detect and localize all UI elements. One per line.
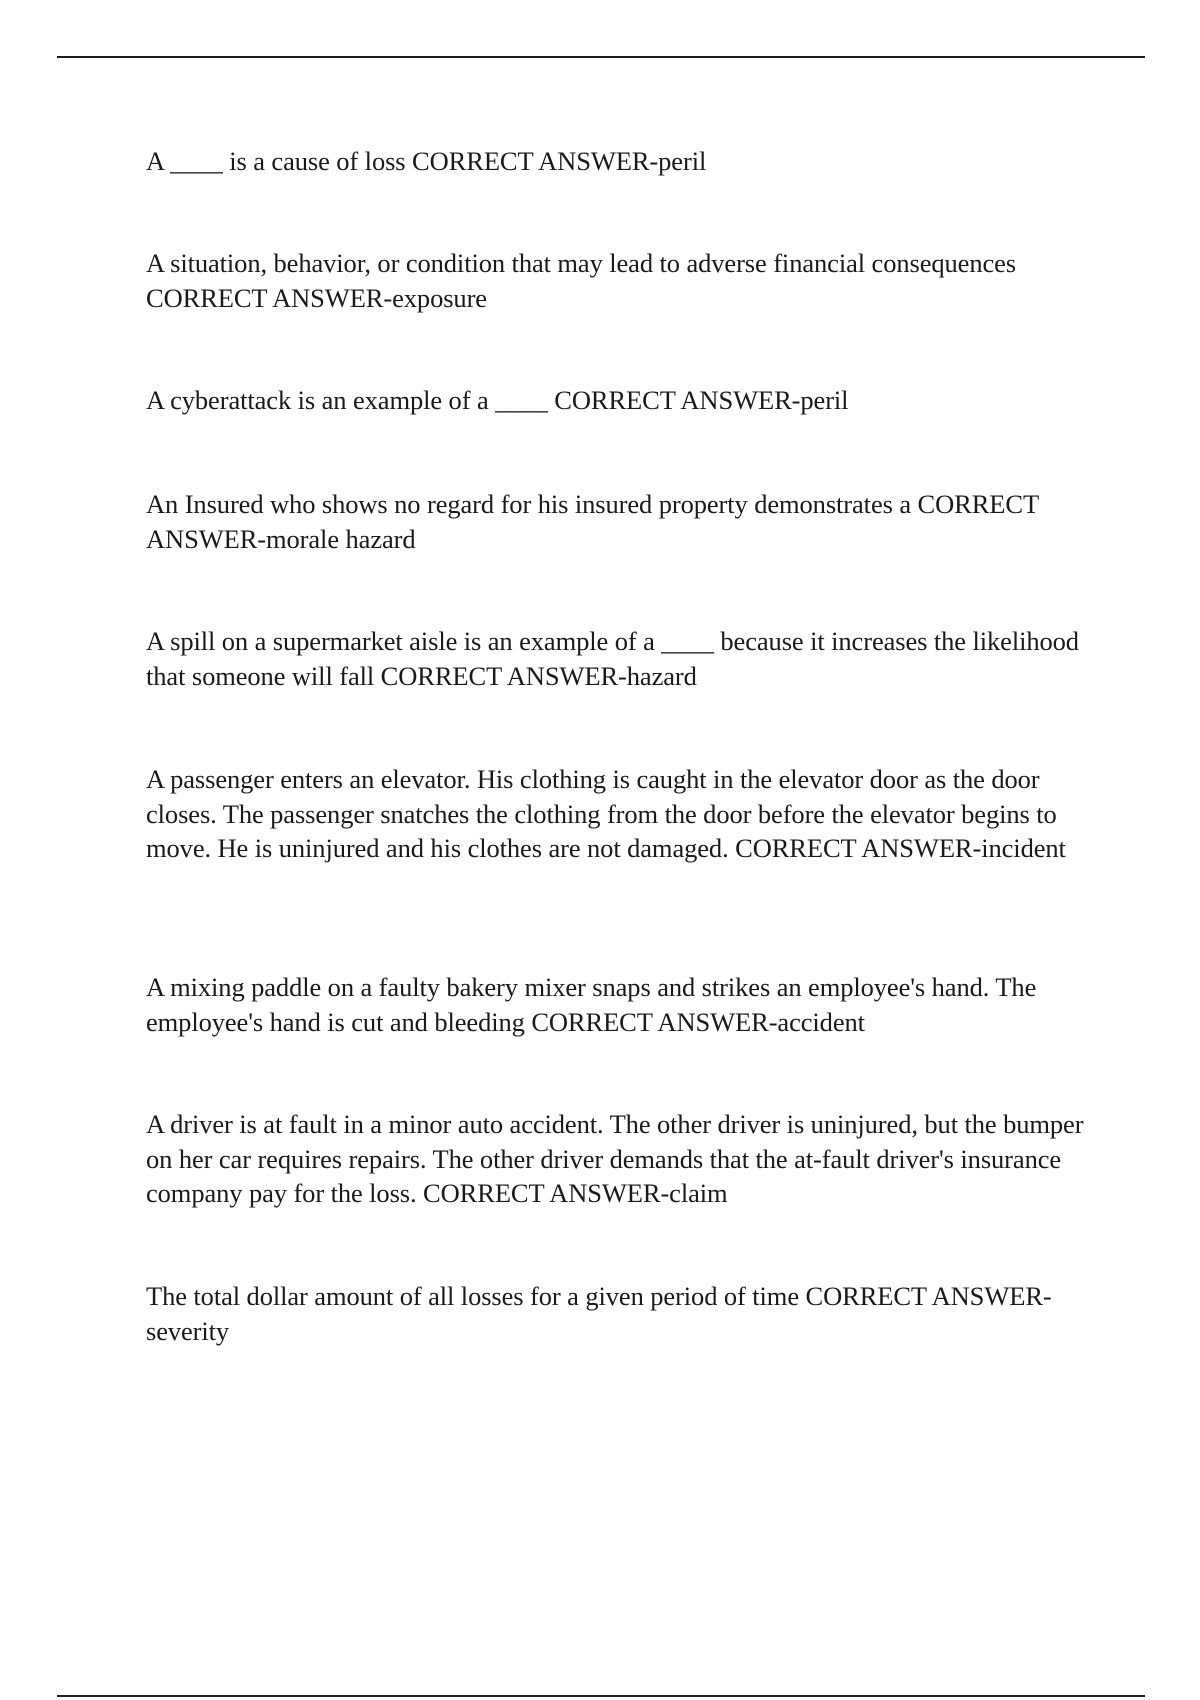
qa-entry-2: A situation, behavior, or condition that may lead to adverse financial consequences CORRECT ANSWER-exposure [146,248,1017,313]
qa-entry-9: The total dollar amount of all losses for a given period of time CORRECT ANSWER-severity [146,1281,1052,1346]
qa-entry-7: A mixing paddle on a faulty bakery mixer snaps and strikes an employee's hand. The employee's hand is cut and bleeding CORRECT ANSWER-accident [146,972,1037,1037]
bottom-divider [57,1695,1145,1697]
qa-entry-4: An Insured who shows no regard for his insured property demonstrates a CORRECT ANSWER-morale hazard [146,489,1039,554]
qa-entry-8: A driver is at fault in a minor auto accident. The other driver is uninjured, but the bumper on her car requires repairs. The other driver demands that the at-fault driver's insurance company pay for the loss. CORRECT ANSWER-claim [146,1109,1084,1208]
qa-entry-6: A passenger enters an elevator. His clothing is caught in the elevator door as the door closes. The passenger snatches the clothing from the door before the elevator begins to move. He is uninjured and his clothes are not damaged. CORRECT ANSWER-incident [146,764,1066,863]
qa-entry-1: A ____ is a cause of loss CORRECT ANSWER-peril [146,146,707,176]
qa-entry-5: A spill on a supermarket aisle is an example of a ____ because it increases the likelihood that someone will fall CORRECT ANSWER-hazard [146,626,1079,691]
qa-entry-3: A cyberattack is an example of a ____ CORRECT ANSWER-peril [146,385,849,415]
top-divider [57,56,1145,58]
